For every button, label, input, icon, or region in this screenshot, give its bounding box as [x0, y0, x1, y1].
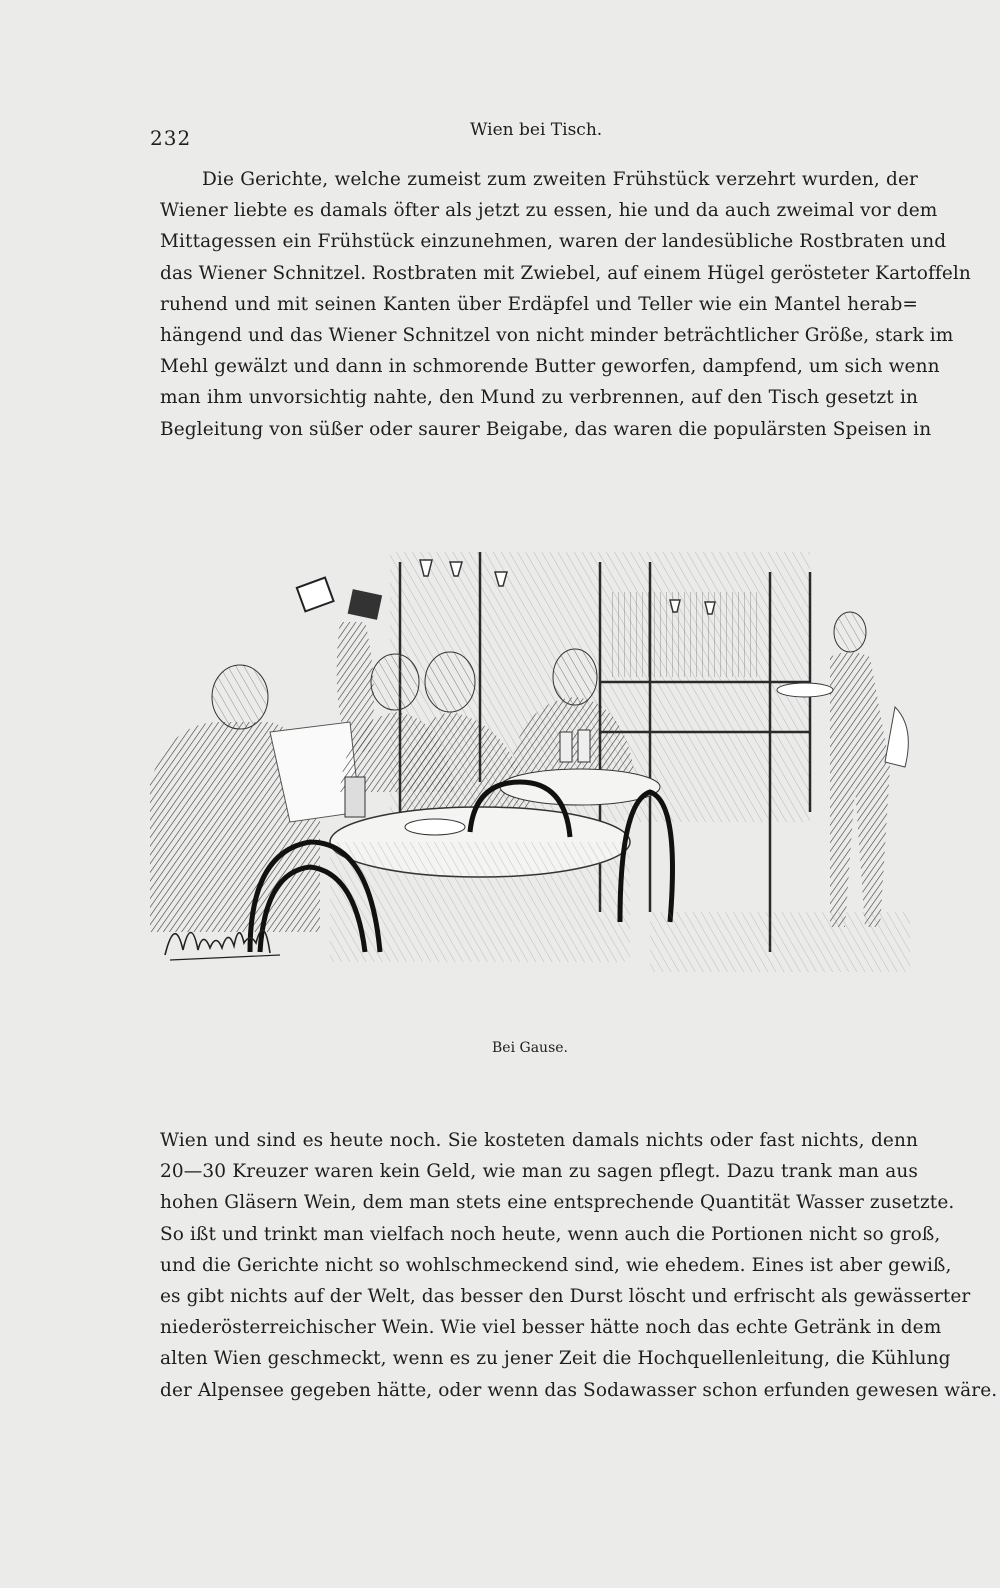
text-line: Wien und sind es heute noch. Sie kosteten damals nichts oder fast nichts, denn	[160, 1130, 918, 1151]
text-line: und die Gerichte nicht so wohlschmeckend sind, wie ehedem. Eines ist aber gewiß,	[160, 1254, 952, 1276]
text-line: hohen Gläsern Wein, dem man stets eine entsprechende Quantität Wasser zusetzte.	[160, 1192, 955, 1214]
artist-signature	[160, 910, 290, 970]
text-line: Die Gerichte, welche zumeist zum zweiten Frühstück verzehrt wurden, der	[202, 169, 918, 190]
text-line: 20—30 Kreuzer waren kein Geld, wie man zu sagen pflegt. Dazu trank man aus	[160, 1161, 918, 1183]
text-line: es gibt nichts auf der Welt, das besser den Durst löscht und erfrischt als gewässerter	[160, 1285, 971, 1307]
text-line: der Alpensee gegeben hätte, oder wenn das Sodawasser schon erfunden gewesen wäre.	[160, 1379, 998, 1401]
text-line: So ißt und trinkt man vielfach noch heute, wenn auch die Portionen nicht so groß,	[160, 1223, 941, 1245]
text-line: das Wiener Schnitzel. Rostbraten mit Zwiebel, auf einem Hügel gerösteter Kartoffeln	[160, 262, 971, 284]
running-title: Wien bei Tisch.	[470, 120, 603, 140]
text-line: ruhend und mit seinen Kanten über Erdäpfel und Teller wie ein Mantel herab=	[160, 293, 918, 315]
paragraph-2	[160, 1125, 998, 1406]
text-line: Wiener liebte es damals öfter als jetzt zu essen, hie und da auch zweimal vor dem	[160, 200, 938, 222]
paragraph-1	[160, 164, 971, 445]
text-line: hängend und das Wiener Schnitzel von nicht minder beträchtlicher Größe, stark im	[160, 324, 954, 346]
text-line: man ihm unvorsichtig nahte, den Mund zu verbrennen, auf den Tisch gesetzt in	[160, 387, 918, 409]
page-number: 232	[150, 126, 192, 150]
figure-caption: Bei Gause.	[492, 1040, 568, 1056]
text-line: Mittagessen ein Frühstück einzunehmen, waren der landesübliche Rostbraten und	[160, 231, 947, 253]
text-line: Mehl gewälzt und dann in schmorende Butter geworfen, dampfend, um sich wenn	[160, 356, 940, 378]
text-line: niederösterreichischer Wein. Wie viel besser hätte noch das echte Getränk in dem	[160, 1317, 942, 1339]
text-line: alten Wien geschmeckt, wenn es zu jener Zeit die Hochquellenleitung, die Kühlung	[160, 1348, 951, 1370]
text-line: Begleitung von süßer oder saurer Beigabe, das waren die populärsten Speisen in	[160, 418, 932, 440]
